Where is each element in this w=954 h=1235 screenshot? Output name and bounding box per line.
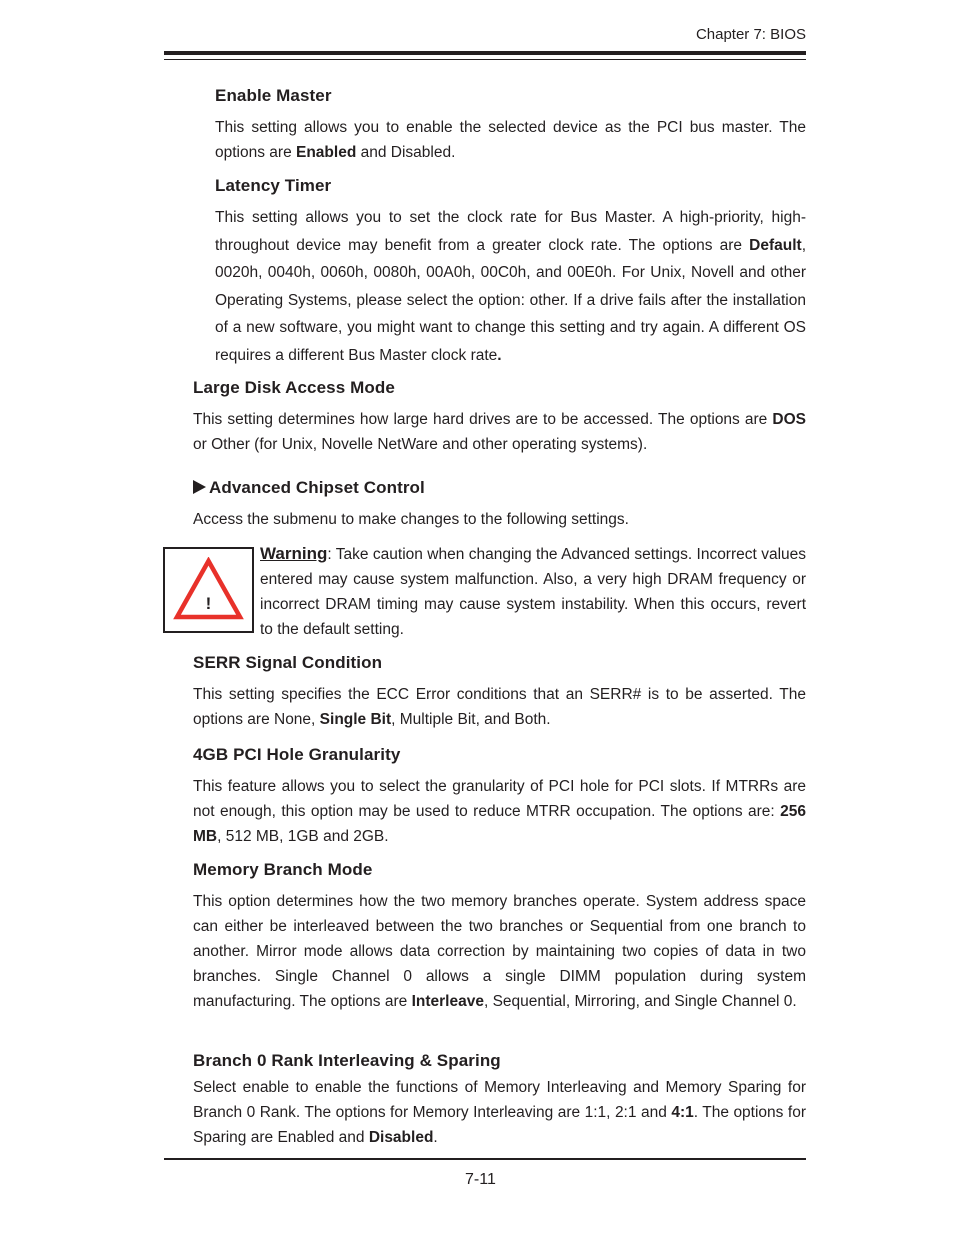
header-rule-thin xyxy=(164,59,806,60)
default-option: Single Bit xyxy=(319,711,392,728)
submenu-arrow-icon xyxy=(193,480,206,494)
section-4gb-pci-hole-granularity xyxy=(193,745,806,849)
section-enable-master xyxy=(215,86,806,165)
default-option: Disabled xyxy=(368,1129,434,1146)
warning-note xyxy=(260,541,806,642)
section-title: 4GB PCI Hole Granularity xyxy=(193,745,401,764)
section-body: This option determines how the two memory branches operate. System address space can either be interleaved between the two branches or Sequential from one branch to another. Mirror mode allows data correction by maintaining two copies of data in two branches. Single Channel 0 allows a single DIMM population during system manufacturing. The options are Interleave, Sequential, Mirroring, and Single Channel 0. xyxy=(193,893,806,1010)
default-option: DOS xyxy=(772,411,806,428)
section-title: Branch 0 Rank Interleaving & Sparing xyxy=(193,1051,501,1070)
default-option: 4:1 xyxy=(671,1104,694,1121)
warning-label: Warning xyxy=(260,544,328,563)
section-latency-timer xyxy=(215,176,806,369)
section-title: Advanced Chipset Control xyxy=(193,478,806,498)
default-option: Default xyxy=(749,236,802,254)
section-title: Large Disk Access Mode xyxy=(193,378,395,397)
section-branch0-rank-interleaving xyxy=(193,1051,806,1150)
warning-icon-box xyxy=(163,547,254,633)
default-option: Enabled xyxy=(296,144,357,161)
section-title: Latency Timer xyxy=(215,176,332,195)
section-body: This feature allows you to select the granularity of PCI hole for PCI slots. If MTRRs are not enough, this option may be used to reduce MTRR occupation. The options are: 256 MB, 512 MB, 1GB and 2GB. xyxy=(193,778,806,845)
section-body: Access the submenu to make changes to the following settings. xyxy=(193,511,629,528)
section-body: This setting specifies the ECC Error conditions that an SERR# is to be asserted. The options are None, Single Bit, Multiple Bit, and Both. xyxy=(193,686,806,728)
default-option: 256 MB xyxy=(193,803,806,845)
footer-rule xyxy=(164,1158,806,1160)
section-large-disk-access-mode xyxy=(193,378,806,457)
warning-text: : Take caution when changing the Advanced settings. Incorrect values entered may cause system malfunction. Also, a very high DRAM frequency or incorrect DRAM timing may cause system instability. When this occurs, revert to the default setting. xyxy=(260,546,806,638)
section-serr-signal-condition xyxy=(193,653,806,732)
section-body: Select enable to enable the functions of Memory Interleaving and Memory Sparing for Branch 0 Rank. The options for Memory Interleaving are 1:1, 2:1 and 4:1. The options for Sparing are Enabled and Disabled. xyxy=(193,1079,806,1146)
warning-exclamation: ! xyxy=(205,594,212,613)
default-option: Interleave xyxy=(411,993,484,1010)
running-header-chapter: Chapter 7: BIOS xyxy=(695,26,806,43)
section-body: This setting allows you to set the clock rate for Bus Master. A high-priority, high-throughout device may benefit from a greater clock rate. The options are Default, 0020h, 0040h, 0060h, 0080h, 00A0h, 00C0h, and 00E0h. For Unix, Novell and other Operating Systems, please select the option: other. If a drive fails after the installation of a new software, you might want to change this setting and try again. A different OS requires a different Bus Master clock rate. xyxy=(215,209,806,364)
section-title: SERR Signal Condition xyxy=(193,653,383,672)
section-body: This setting determines how large hard drives are to be accessed. The options are DOS or Other (for Unix, Novelle NetWare and other operating systems). xyxy=(193,411,806,453)
warning-triangle-icon xyxy=(173,557,244,623)
section-title: Enable Master xyxy=(215,86,332,105)
section-advanced-chipset-control xyxy=(193,478,806,532)
header-rule-thick xyxy=(164,51,806,55)
section-body: This setting allows you to enable the selected device as the PCI bus master. The options are Enabled and Disabled. xyxy=(215,119,806,161)
section-title: Memory Branch Mode xyxy=(193,860,373,879)
section-memory-branch-mode xyxy=(193,860,806,1014)
page-number: 7-11 xyxy=(465,1171,496,1188)
